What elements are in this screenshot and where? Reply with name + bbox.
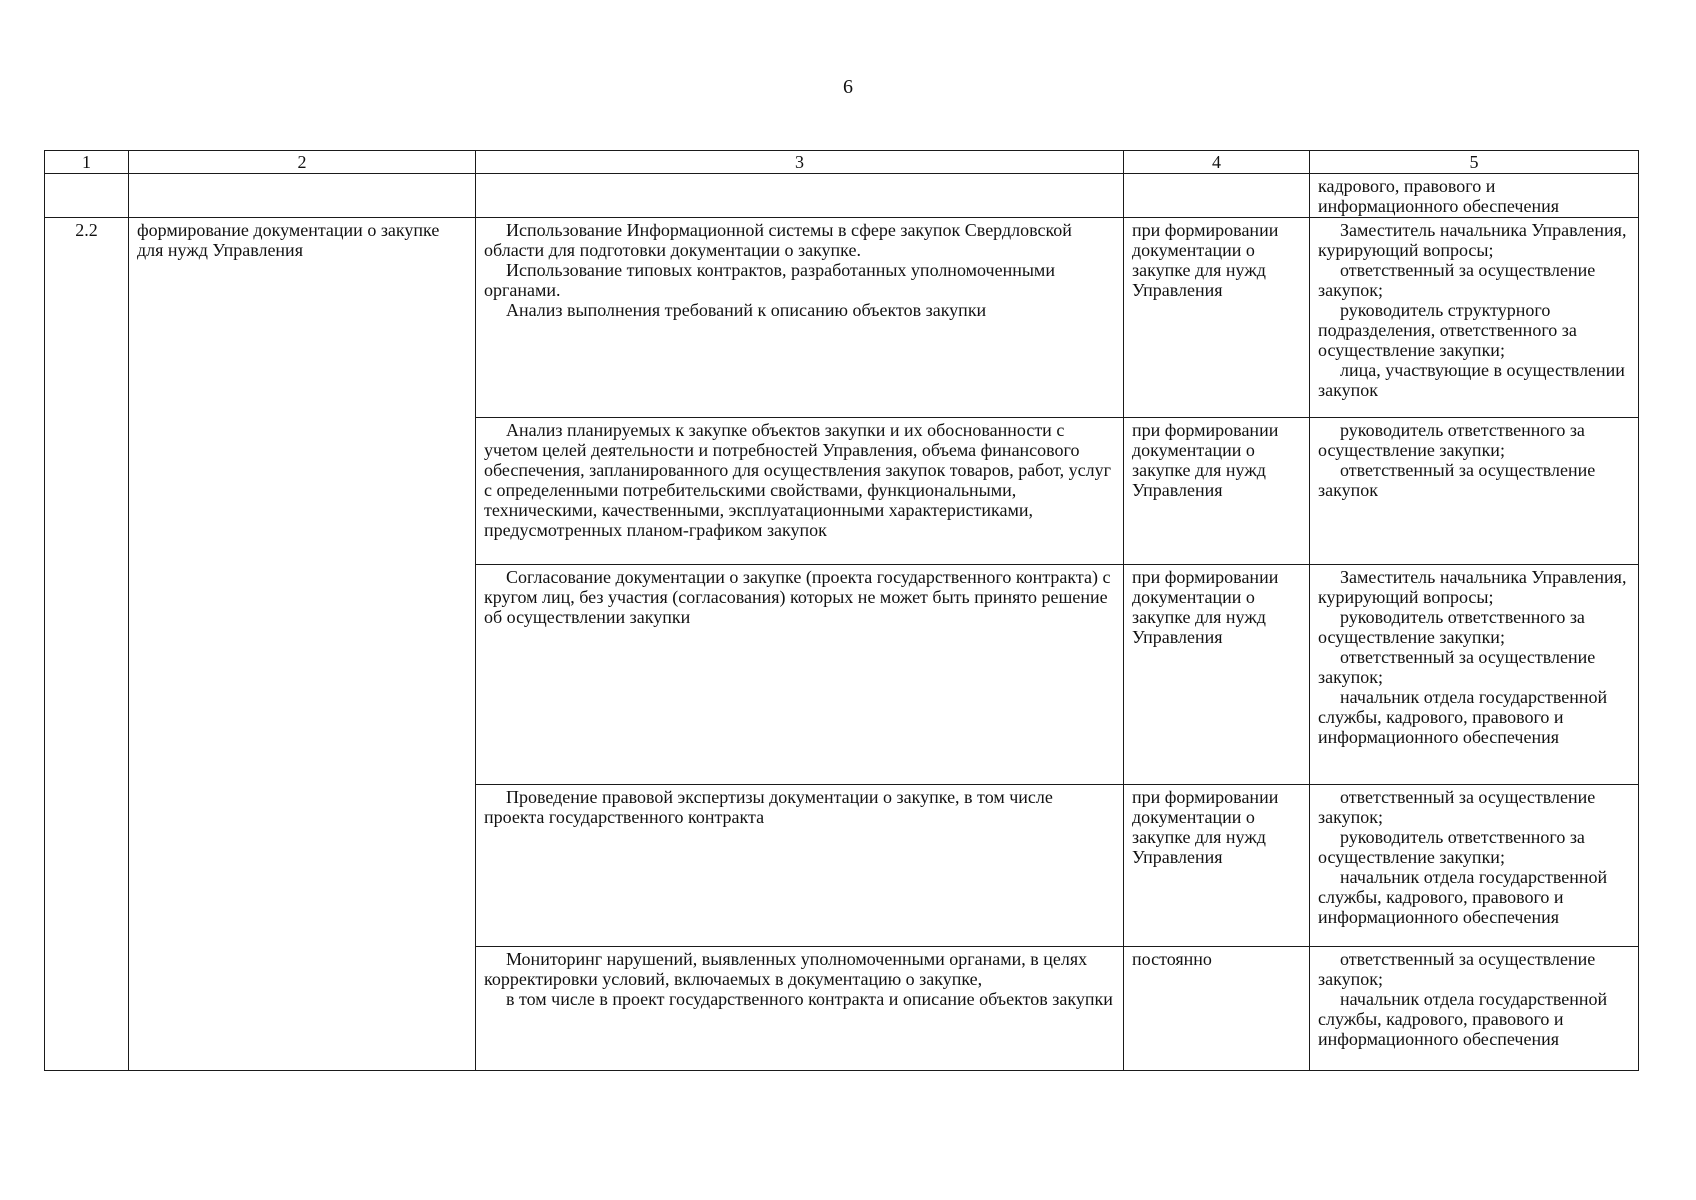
responsible-cell <box>1310 947 1639 1071</box>
term-cell: при формировании документации о закупке для нужд Управления <box>1124 418 1310 565</box>
table-header-row <box>45 151 1639 174</box>
responsible-text: лица, участвующие в осуществлении закупок <box>1318 360 1625 400</box>
responsible-cell <box>1310 418 1639 565</box>
measures-cell <box>476 218 1124 418</box>
measures-table <box>44 150 1639 1071</box>
responsible-text: ответственный за осуществление закупок; <box>1318 787 1596 827</box>
text-line: кадрового, правового и <box>1318 176 1496 196</box>
measure-text: Анализ выполнения требований к описанию объектов закупки <box>506 300 987 320</box>
responsible-text: ответственный за осуществление закупок <box>1318 460 1596 500</box>
measures-cell <box>476 565 1124 785</box>
text-line: информационного обеспечения <box>1318 196 1559 216</box>
measure-text: в том числе в проект государственного контракта и описание объектов закупки <box>506 989 1113 1009</box>
responsible-cell <box>1310 565 1639 785</box>
responsible-text: руководитель ответственного за осуществление закупки; <box>1318 827 1585 867</box>
item-title: формирование документации о закупке для нужд Управления <box>129 218 476 1071</box>
measure-text: Согласование документации о закупке (проекта государственного контракта) с кругом лиц, без участия (согласования) которых не может быть принято решение об осуществлении закупки <box>484 567 1111 627</box>
header-col-2: 2 <box>129 151 476 174</box>
responsible-cell <box>1310 785 1639 947</box>
table-row <box>45 218 1639 418</box>
measures-cell <box>476 418 1124 565</box>
responsible-text: Заместитель начальника Управления, курирующий вопросы; <box>1318 567 1627 607</box>
page-number: 6 <box>843 76 853 98</box>
measures-cell <box>476 785 1124 947</box>
responsible-text: начальник отдела государственной службы, кадрового, правового и информационного обеспечения <box>1318 989 1608 1049</box>
responsible-text: начальник отдела государственной службы, кадрового, правового и информационного обеспечения <box>1318 687 1608 747</box>
responsible-text: руководитель ответственного за осуществление закупки; <box>1318 420 1585 460</box>
term-cell: при формировании документации о закупке для нужд Управления <box>1124 785 1310 947</box>
responsible-text: Заместитель начальника Управления, курирующий вопросы; <box>1318 220 1627 260</box>
continuation-row <box>45 174 1639 218</box>
measure-text: Мониторинг нарушений, выявленных уполномоченными органами, в целях корректировки условий, включаемых в документацию о закупке, <box>484 949 1088 989</box>
header-col-3: 3 <box>476 151 1124 174</box>
measures-cell <box>476 947 1124 1071</box>
responsible-text: начальник отдела государственной службы, кадрового, правового и информационного обеспечения <box>1318 867 1608 927</box>
measure-text: Использование Информационной системы в сфере закупок Свердловской области для подготовки документации о закупке. <box>484 220 1072 260</box>
responsible-text: ответственный за осуществление закупок; <box>1318 647 1596 687</box>
term-cell: при формировании документации о закупке для нужд Управления <box>1124 565 1310 785</box>
responsible-cell <box>1310 218 1639 418</box>
term-cell: постоянно <box>1124 947 1310 1071</box>
responsible-text: руководитель ответственного за осуществление закупки; <box>1318 607 1585 647</box>
item-number: 2.2 <box>45 218 129 1071</box>
measure-text: Проведение правовой экспертизы документации о закупке, в том числе проекта государственного контракта <box>484 787 1053 827</box>
measure-text: Анализ планируемых к закупке объектов закупки и их обоснованности с учетом целей деятельности и потребностей Управления, объема финансового обеспечения, запланированного для осуществления закупок товаров, работ, услуг с определенными потребительскими свойствами, функциональными, техническими, качественными, эксплуатационными характеристиками, предусмотренных планом-графиком закупок <box>484 420 1111 540</box>
responsible-text: ответственный за осуществление закупок; <box>1318 260 1596 300</box>
header-col-4: 4 <box>1124 151 1310 174</box>
responsible-text: руководитель структурного подразделения, ответственного за осуществление закупки; <box>1318 300 1577 360</box>
measure-text: Использование типовых контрактов, разработанных уполномоченными органами. <box>484 260 1055 300</box>
header-col-5: 5 <box>1310 151 1639 174</box>
term-cell: при формировании документации о закупке для нужд Управления <box>1124 218 1310 418</box>
responsible-text: ответственный за осуществление закупок; <box>1318 949 1596 989</box>
header-col-1: 1 <box>45 151 129 174</box>
continuation-responsible <box>1310 174 1639 218</box>
